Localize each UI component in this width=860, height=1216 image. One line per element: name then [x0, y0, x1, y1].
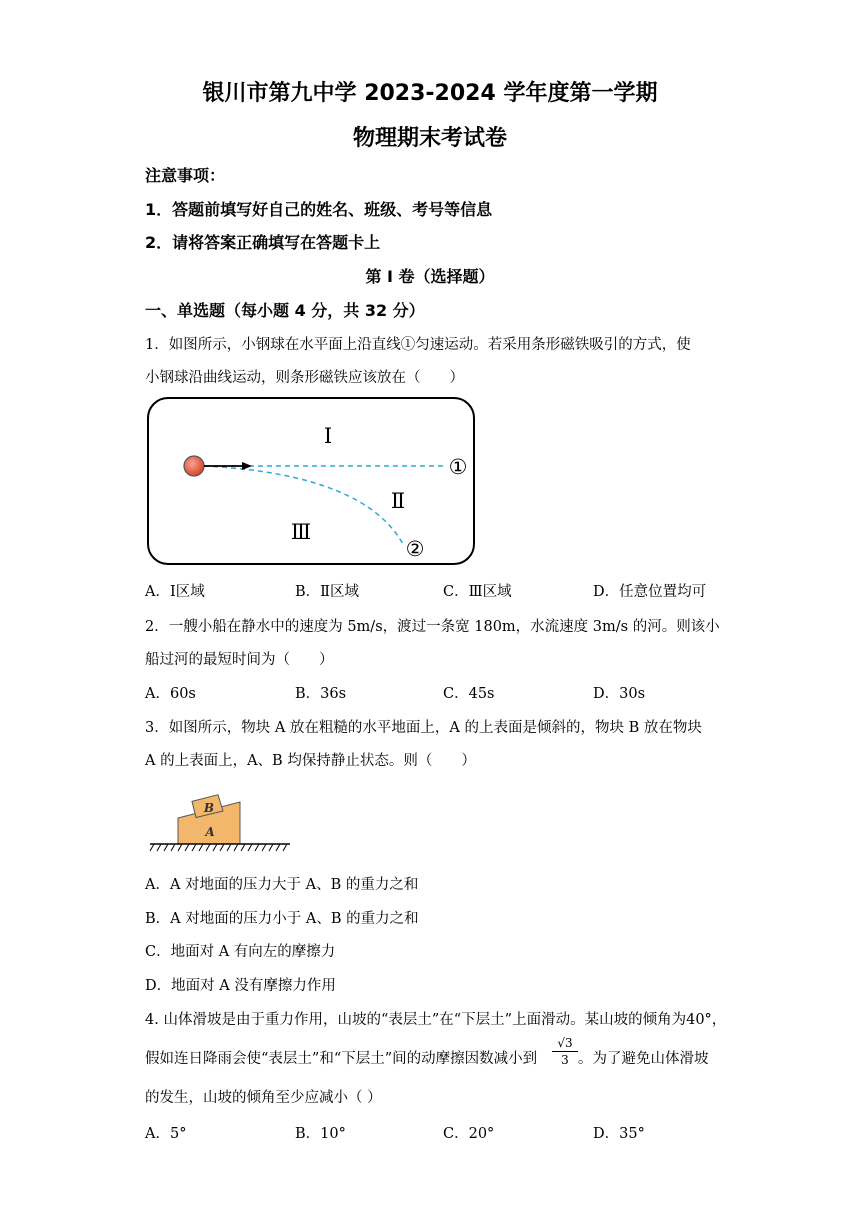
q2-option-c[interactable]: C．45s	[443, 686, 495, 702]
notes-heading: 注意事项：	[145, 166, 226, 185]
q4-stem-line2a: 假如连日降雨会使“表层土”和“下层土”间的动摩擦因数减小到	[145, 1051, 538, 1067]
region-3-label: Ⅲ	[290, 520, 312, 544]
steel-ball	[184, 456, 204, 476]
q3-stem-line1: 3．如图所示，物块 A 放在粗糙的水平地面上，A 的上表面是倾斜的，物块 B 放在物块	[145, 720, 702, 736]
q3-figure	[148, 786, 294, 854]
region-1-label: Ⅰ	[323, 424, 333, 448]
q2-option-a[interactable]: A．60s	[145, 686, 196, 702]
q2-option-b[interactable]: B．36s	[295, 686, 347, 702]
q4-stem-line2b: 。为了避免山体滑坡	[578, 1051, 709, 1067]
q1-option-a[interactable]: A．Ⅰ区域	[145, 584, 205, 600]
exam-title-line2: 物理期末考试卷	[352, 126, 507, 151]
q1-option-b[interactable]: B．Ⅱ区域	[295, 584, 360, 600]
q3-option-d[interactable]: D．地面对 A 没有摩擦力作用	[145, 978, 336, 994]
q1-figure	[146, 396, 478, 568]
region-2-label: Ⅱ	[390, 489, 406, 513]
q4-stem-line1: 4. 山体滑坡是由于重力作用，山坡的“表层土”在“下层土”上面滑动。某山坡的倾角为40°，	[145, 1012, 727, 1028]
exam-title-line1: 银川市第九中学 2023-2024 学年度第一学期	[202, 81, 658, 106]
q1-option-d[interactable]: D．任意位置均可	[593, 584, 707, 600]
note-item-2: 2．请将答案正确填写在答题卡上	[145, 233, 381, 252]
q2-stem-line2: 船过河的最短时间为（ ）	[145, 652, 334, 668]
q2-option-d[interactable]: D．30s	[593, 686, 646, 702]
q4-fraction-denominator: 3	[561, 1053, 569, 1067]
q3-option-c[interactable]: C．地面对 A 有向左的摩擦力	[145, 944, 336, 960]
q4-option-c[interactable]: C．20°	[443, 1126, 495, 1142]
q4-stem-line3: 的发生，山坡的倾角至少应减小（ ）	[145, 1090, 382, 1106]
q3-stem-line2: A 的上表面上，A、B 均保持静止状态。则（ ）	[145, 753, 476, 769]
path-2-label: ②	[405, 537, 425, 561]
note-item-1: 1．答题前填写好自己的姓名、班级、考号等信息	[145, 200, 493, 219]
q2-stem-line1: 2．一艘小船在静水中的速度为 5m/s，渡过一条宽 180m，水流速度 3m/s 的河。则该小	[145, 619, 720, 635]
q3-option-a[interactable]: A．A 对地面的压力大于 A、B 的重力之和	[145, 877, 419, 893]
part-heading: 一、单选题（每小题 4 分，共 32 分）	[145, 301, 425, 320]
q4-option-d[interactable]: D．35°	[593, 1126, 645, 1142]
q1-option-c[interactable]: C．Ⅲ区域	[443, 584, 512, 600]
q4-option-b[interactable]: B．10°	[295, 1126, 346, 1142]
block-b-label: B	[203, 801, 215, 815]
q4-fraction-numerator: √3	[552, 1036, 578, 1052]
path-1-label: ①	[448, 455, 468, 479]
block-a-label: A	[205, 825, 215, 839]
q3-option-b[interactable]: B．A 对地面的压力小于 A、B 的重力之和	[145, 911, 419, 927]
volume-heading: 第 I 卷（选择题）	[365, 267, 495, 286]
ground-hatching	[150, 844, 287, 851]
q4-fraction	[552, 1036, 578, 1067]
q4-option-a[interactable]: A．5°	[145, 1126, 187, 1142]
q1-stem-line1: 1．如图所示，小钢球在水平面上沿直线①匀速运动。若采用条形磁铁吸引的方式，使	[145, 337, 691, 353]
q1-stem-line2: 小钢球沿曲线运动，则条形磁铁应该放在（ ）	[145, 370, 464, 386]
